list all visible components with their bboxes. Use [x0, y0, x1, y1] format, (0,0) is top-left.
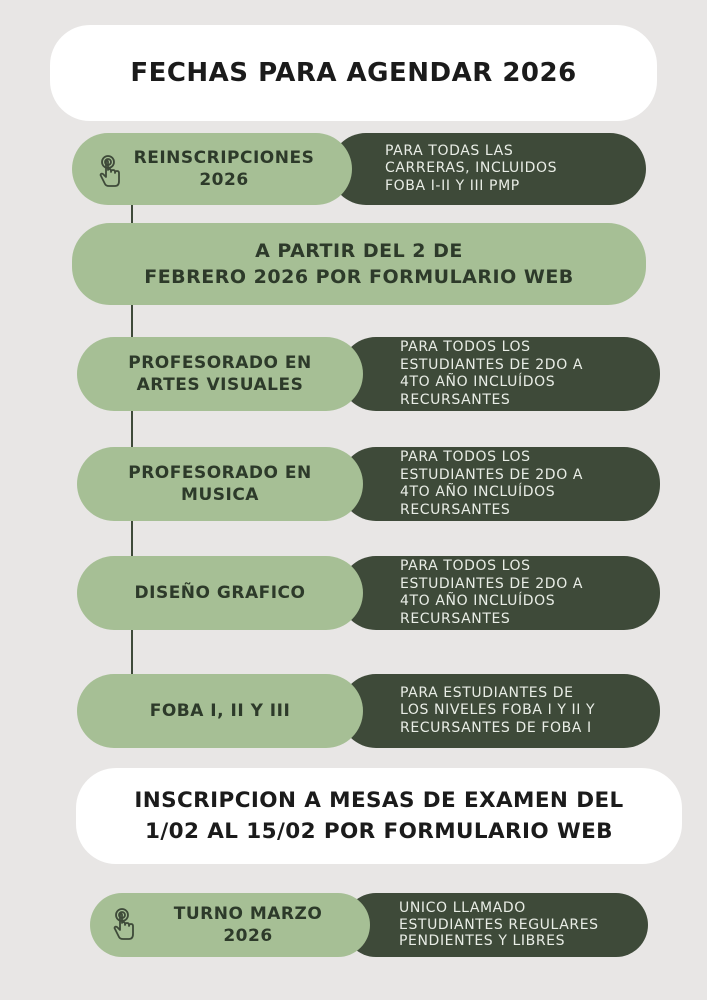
career-detail-pill — [340, 556, 660, 630]
from-date-text: A PARTIR DEL 2 DE FEBRERO 2026 POR FORMULARIO WEB — [144, 240, 574, 288]
turno-label: TURNO MARZO 2026 — [173, 904, 323, 946]
career-detail-pill — [340, 337, 660, 411]
tap-hand-icon — [110, 906, 138, 942]
career-detail-pill — [340, 674, 660, 748]
career-label: DISEÑO GRAFICO — [134, 583, 306, 603]
career-label: PROFESORADO EN MUSICA — [128, 463, 312, 505]
reinscripciones-detail-pill — [330, 133, 646, 205]
career-detail: PARA TODOS LOS ESTUDIANTES DE 2DO A 4TO AÑO INCLUÍDOS RECURSANTES — [400, 449, 584, 518]
career-label: FOBA I, II Y III — [149, 701, 291, 721]
career-pill-musica — [77, 447, 363, 521]
career-detail: PARA TODOS LOS ESTUDIANTES DE 2DO A 4TO AÑO INCLUÍDOS RECURSANTES — [400, 558, 584, 627]
career-pill-diseno-grafico — [77, 556, 363, 630]
career-pill-artes-visuales — [77, 337, 363, 411]
reinscripciones-detail: PARA TODAS LAS CARRERAS, INCLUIDOS FOBA I-II Y III PMP — [385, 142, 558, 194]
title-box — [50, 25, 657, 121]
page-title: FECHAS PARA AGENDAR 2026 — [130, 58, 577, 88]
turno-detail: UNICO LLAMADO ESTUDIANTES REGULARES PENDIENTES Y LIBRES — [399, 900, 599, 950]
career-detail: PARA TODOS LOS ESTUDIANTES DE 2DO A 4TO AÑO INCLUÍDOS RECURSANTES — [400, 339, 584, 408]
exams-title: INSCRIPCION A MESAS DE EXAMEN DEL 1/02 AL 15/02 POR FORMULARIO WEB — [134, 788, 624, 844]
exams-title-box — [76, 768, 682, 864]
career-detail: PARA ESTUDIANTES DE LOS NIVELES FOBA I Y II Y RECURSANTES DE FOBA I — [400, 684, 596, 736]
from-date-pill — [72, 223, 646, 305]
reinscripciones-label: REINSCRIPCIONES 2026 — [133, 148, 315, 190]
turno-detail-pill — [344, 893, 648, 957]
career-pill-foba — [77, 674, 363, 748]
career-label: PROFESORADO EN ARTES VISUALES — [128, 353, 312, 395]
career-detail-pill — [340, 447, 660, 521]
tap-hand-icon — [96, 153, 124, 189]
